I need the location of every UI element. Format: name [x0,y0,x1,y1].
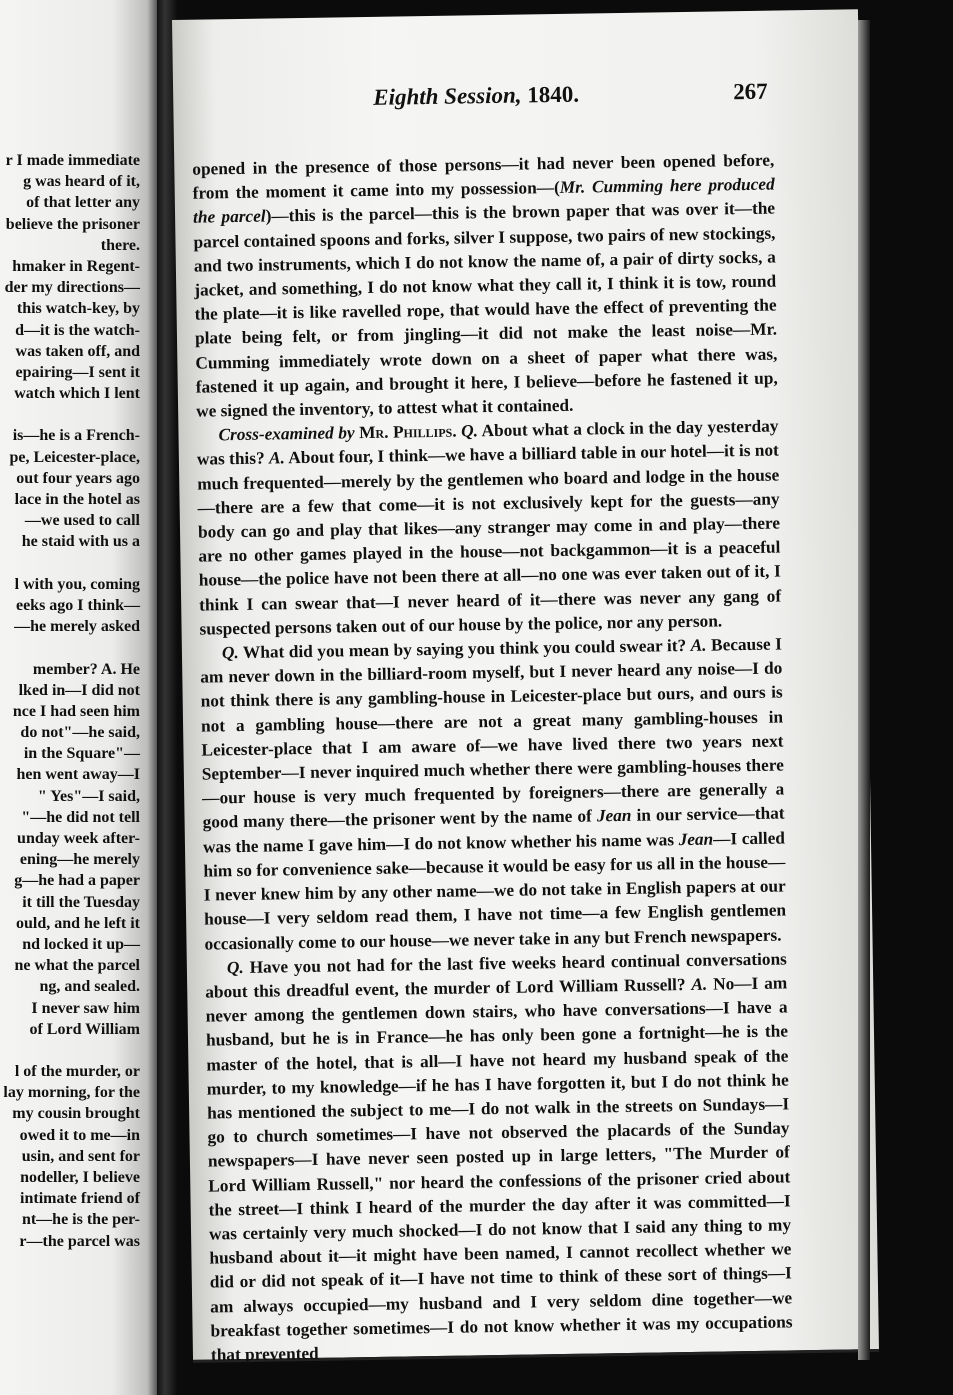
left-page-line: lace in the hotel as [14,491,140,508]
left-page-line: out four years ago [16,469,140,487]
left-page-text [0,150,140,1252]
left-page-line: epairing—I sent it [15,363,140,381]
left-page-line: I never saw him [31,999,140,1017]
paragraph-question-swear: Q. What did you mean by saying you think you could swear it? A. Because I am never down in the billiard-room myself, but I never heard any noise—I do not think there is any gambling-house in Leicester-place but ours, and ours is not a gambling house—there are not a great many gambling-houses in Leicester-place that I am aware of—we have lived there two years next September—I never inquired much whether there were gambling-houses there—our house is very much frequented by foreigners—there are generally a good many there—the prisoner went by the name of Jean in our service—that was the name I gave him—I do not know whether his name was Jean—I called him so for convenience sake—because it would be easy for us all in the house—I never knew him by any other name—we do not take in English papers at our house—I very seldom read them, I have not time—a few English gentlemen occasionally come to our house—we never take in any but French newspapers. [200,634,787,954]
left-page-line [0,553,140,574]
running-head: Eighth Session, 1840. [373,81,580,110]
left-page-line: owed it to me—in [19,1126,140,1144]
left-page-line: g was heard of it, [23,173,140,191]
left-page-line: this watch-key, by [16,300,140,318]
left-page-line: der my directions— [4,279,140,297]
left-page-line: believe the prisoner [5,215,140,233]
left-page-line: of that letter any [26,194,140,212]
left-page-line: pe, Leicester-place, [9,448,140,466]
paragraph-testimony: opened in the presence of those persons—it had never been opened before, from the moment it came into my possession—(Mr. Cumming here produced the parcel)—this is the parcel—this is the brown paper that was over it—the parcel contained spoons and forks, silver I suppose, two pairs of new stockings, and two instruments, which I do not know the name of, a pair of dirty socks, a jacket, and something, I do not know what they call it, I think it is tow, round the plate—it is like ravelled rope, that would have the effect of preventing the plate being felt, or from jingling—it did not make the least noise—Mr. Cumming immediately wrote down on a sheet of paper what there was, fastened it up again, and brought it here, I believe—before he fastened it up, we signed the inventory, to attest what it contained. [192,150,778,421]
left-page-line [0,404,140,425]
left-page-line: —we used to call [24,512,140,530]
left-page-line [0,1040,140,1061]
left-page-line: intimate friend of [20,1190,140,1208]
left-page-line: l with you, coming [14,575,140,593]
left-page-line: r—the parcel was [19,1232,140,1250]
left-page-line: r I made immediate [5,152,140,169]
left-page-line: hen went away—I [16,766,140,784]
page-number: 267 [732,78,768,105]
left-page-line: is—he is a French- [12,427,140,445]
page-body [192,149,793,1368]
left-page-line: ould, and he left it [15,914,140,932]
left-page-line: in the Square"— [23,745,140,763]
left-page-line: nt—he is the per- [21,1211,140,1229]
left-page-line: was taken off, and [15,342,140,360]
left-page-line: of Lord William [29,1020,140,1038]
left-page-line: nd locked it up— [22,935,140,953]
left-page-line: nodeller, I believe [20,1169,140,1186]
left-page-line: my cousin brought [12,1105,140,1123]
left-page-line: ne what the parcel [14,957,140,975]
left-page-line: " Yes"—I said, [37,787,140,805]
left-page-line: member? A. He [32,660,140,678]
left-page-line [0,637,140,658]
left-page-line: eeks ago I think— [15,596,140,614]
left-page-line: l of the murder, or [14,1063,140,1081]
left-page-fragment [0,0,160,1395]
page-header [173,78,793,118]
left-page-line: it till the Tuesday [22,893,140,911]
left-page-line: lay morning, for the [3,1084,140,1102]
session-year: 1840. [527,81,580,108]
left-page-line: unday week after- [17,830,140,847]
left-page-line: he staid with us a [21,533,140,551]
paragraph-cross-examination: Cross-examined by Mr. Phillips. Q. About what a clock in the day yesterday was this? A. About four, I think—we have a billiard table in our hotel—it is not much frequented—merely by the gentlemen who board and lodge in the house—there are a few that come—it is not exclusively kept for the guests—any body can go and play that likes—any stranger may come in and play—there are no other games played in the house—not backgammon—it is a peaceful house—the police have not been there at all—no one was ever taken out of it, I think I can swear that—I never heard of it—there was never any gang of suspected persons taken out of our house by the police, nor any person. [196,416,782,639]
left-page-line: nce I had seen him [12,702,140,720]
left-page-line: hmaker in Regent- [12,257,140,275]
left-page-line: usin, and sent for [21,1147,140,1165]
left-page-line: d—it is the watch- [15,321,140,339]
left-page-line: watch which I lent [14,385,140,403]
left-page-line: do not"—he said, [20,724,140,742]
right-page [172,9,879,1363]
left-page-line: g—he had a paper [14,872,140,890]
paragraph-question-conversations: Q. Have you not had for the last five weeks heard continual conversations about this dreadful event, the murder of Lord William Russell? A. No—I am never among the gentlemen down stairs, who have conversations—I have a husband, but he is in France—he has only been gone a fortnight—he is the master of the hotel, that is all—I have not heard my husband speak of the murder, to my knowledge—if he has I have forgotten it, but I do not think he has mentioned the subject to me—I do not walk in the streets on Sundays—I go to church sometimes—I have not observed the placards of the Sunday newspapers—I have never seen posted up in large letters, "The Murder of Lord William Russell," nor heard the confessions of the prisoner cried about the street—I think I heard of the murder the day after it was committed—I was certainly very much shocked—I do not know that I said any thing to my husband about it—it might have been named, I cannot recollect whether we did or did not speak of it—I have not time to think of these sort of things—I am always occupied—my husband and I very seldom dine together—we breakfast together sometimes—I do not know whether it was my occupations that prevented [205,949,793,1365]
page-edge-shadow [858,20,870,1360]
left-page-line: "—he did not tell [21,808,140,826]
left-page-line: ng, and sealed. [39,978,140,996]
left-page-line: —he merely asked [14,618,140,636]
left-page-line: there. [100,236,140,254]
left-page-line: ening—he merely [19,851,140,869]
left-page-line: lked in—I did not [18,681,140,699]
